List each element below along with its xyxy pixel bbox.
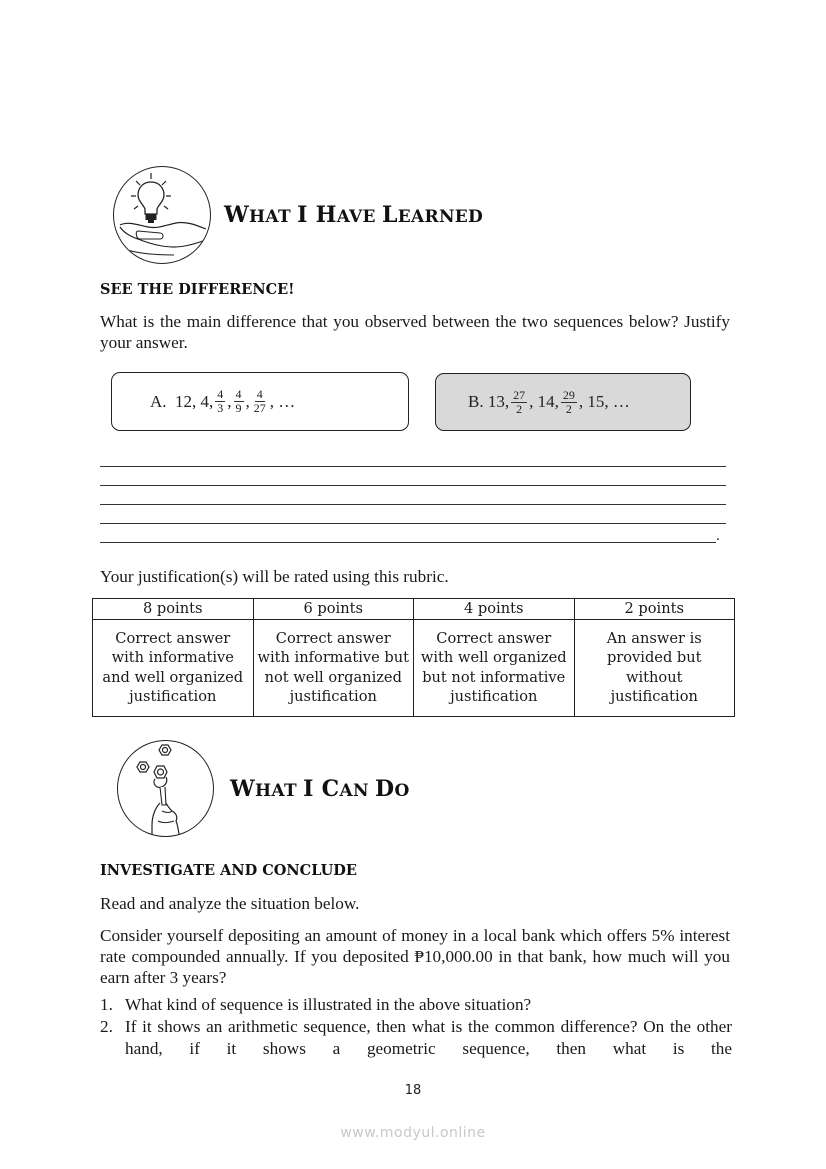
fraction: $\frac{4}{3}$ bbox=[217, 387, 224, 415]
watermark: www.modyul.online bbox=[340, 1125, 486, 1141]
situation-paragraph: Consider yourself depositing an amount of money in a local bank which offers 5% interest rate compounded annually. If you deposited ₱10,000.00 in that bank, how much will you earn after 3 years? bbox=[100, 926, 730, 987]
answer-line[interactable] bbox=[100, 542, 716, 543]
section-title: WHAT I HAVE LEARNED bbox=[224, 202, 484, 228]
instruction-paragraph: Read and analyze the situation below. bbox=[100, 894, 360, 913]
question-text: What kind of sequence is illustrated in the above situation? bbox=[125, 995, 532, 1014]
sequence-b-term: , 14, bbox=[529, 392, 559, 411]
question-number: 1. bbox=[100, 995, 113, 1014]
lightbulb-in-hand-icon bbox=[113, 166, 211, 264]
instruction-paragraph: What is the main difference that you observed between the two sequences below? Justify your answer. bbox=[100, 312, 730, 352]
rubric-header: 4 points bbox=[414, 599, 575, 620]
rubric-description-row bbox=[93, 619, 735, 716]
question-item bbox=[100, 994, 732, 1016]
rubric-cell: Correct answer with informative and well organized justification bbox=[93, 619, 254, 716]
sequence-b-term: 13, bbox=[487, 392, 510, 411]
fraction: $\frac{27}{2}$ bbox=[513, 387, 526, 416]
rubric-table bbox=[92, 598, 735, 717]
page-number: 18 bbox=[404, 1083, 422, 1098]
hand-wrench-nuts-icon bbox=[117, 740, 214, 837]
rubric-cell: Correct answer with informative but not well organized justification bbox=[253, 619, 414, 716]
answer-line[interactable] bbox=[100, 485, 726, 486]
section-header-what-i-can-do bbox=[117, 740, 410, 837]
answer-line[interactable] bbox=[100, 523, 726, 524]
rubric-header: 8 points bbox=[93, 599, 254, 620]
question-text: If it shows an arithmetic sequence, then what is the common difference? On the other hand, if it shows a geometric sequence, then what is the bbox=[125, 1017, 732, 1058]
sequence-a-label: A. bbox=[150, 391, 167, 411]
sequence-b-term: , 15, … bbox=[578, 392, 630, 411]
sequence-b-box bbox=[435, 373, 691, 431]
subheading-investigate-and-conclude: INVESTIGATE AND CONCLUDE bbox=[100, 862, 357, 879]
section-title: WHAT I CAN DO bbox=[230, 775, 410, 802]
sequence-a-terms: 12, 4, bbox=[175, 391, 214, 411]
section-header-what-i-have-learned bbox=[113, 166, 483, 264]
rubric-intro: Your justification(s) will be rated using this rubric. bbox=[100, 567, 449, 586]
answer-line[interactable] bbox=[100, 466, 726, 467]
question-list bbox=[100, 994, 732, 1060]
ellipsis: … bbox=[278, 391, 296, 411]
rubric-cell: Correct answer with well organized but not informative justification bbox=[414, 619, 575, 716]
subheading-see-the-difference: SEE THE DIFFERENCE! bbox=[100, 281, 295, 298]
sequence-b-label: B. bbox=[468, 392, 484, 411]
rubric-cell: An answer is provided but without justification bbox=[574, 619, 735, 716]
rubric-header: 2 points bbox=[574, 599, 735, 620]
fraction: $\frac{29}{2}$ bbox=[562, 387, 575, 416]
fraction: $\frac{4}{9}$ bbox=[235, 387, 242, 415]
answer-end-period: . bbox=[716, 528, 720, 544]
sequence-a-box: A. 12, 4, $\frac{4}{3}$ , $\frac{4}{9}$ , $\frac{4}{27}$ , … bbox=[111, 372, 409, 431]
rubric-header-row bbox=[93, 599, 735, 620]
answer-line[interactable] bbox=[100, 504, 726, 505]
rubric-header: 6 points bbox=[253, 599, 414, 620]
question-number: 2. bbox=[100, 1017, 113, 1036]
fraction: $\frac{4}{27}$ bbox=[253, 387, 266, 415]
question-item bbox=[100, 1016, 732, 1060]
